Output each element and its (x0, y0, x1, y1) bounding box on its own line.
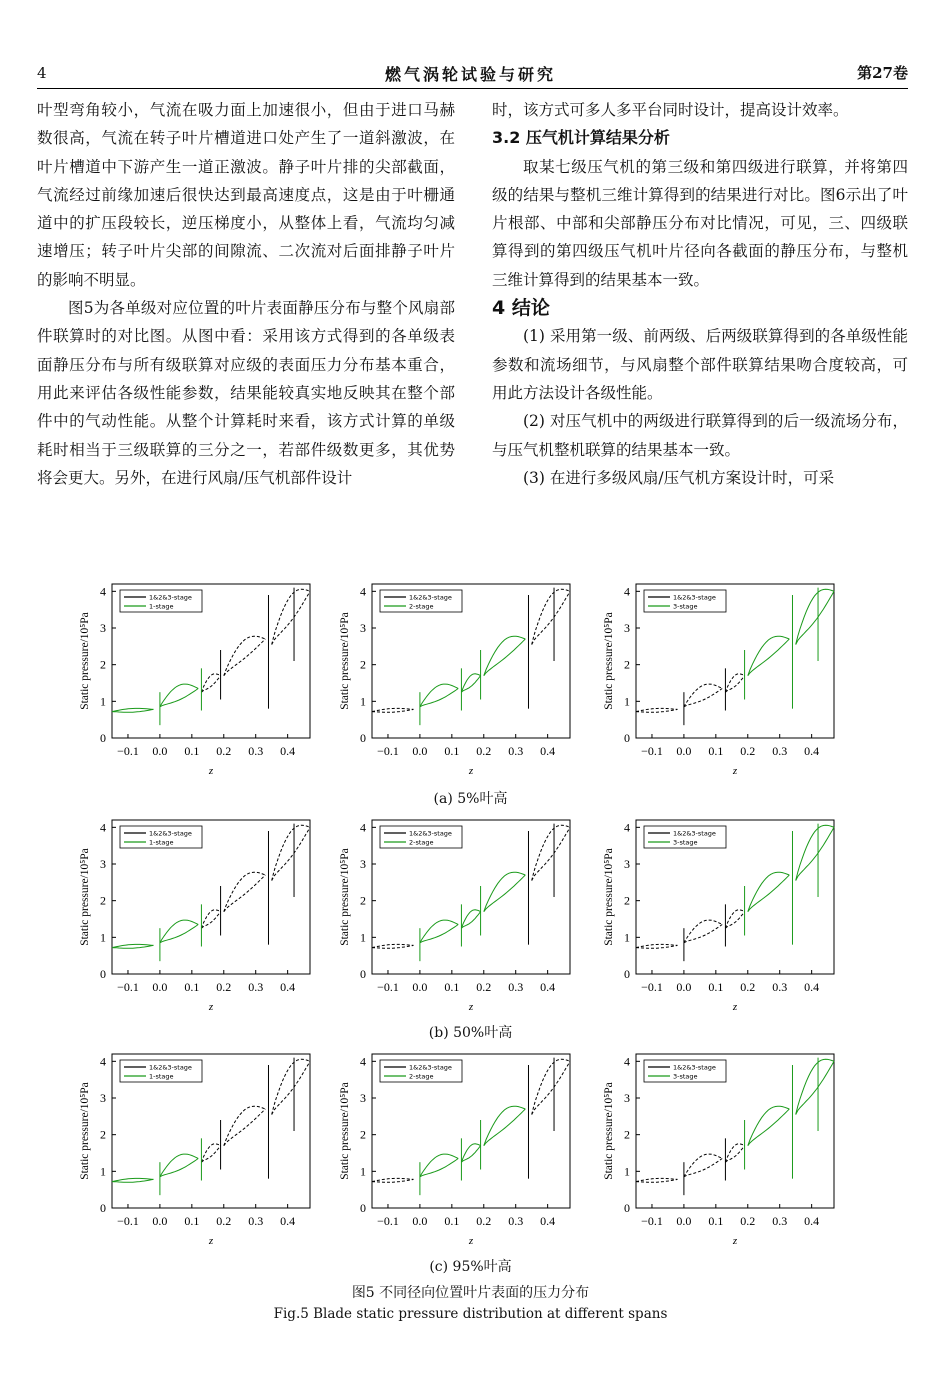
y-tick-label: 2 (624, 893, 630, 908)
x-axis-label: z (468, 765, 474, 777)
y-axis-label: Static pressure/10⁵Pa (79, 1082, 91, 1180)
legend-label: 2-stage (409, 838, 434, 847)
figure-caption-en: Fig.5 Blade static pressure distribution at different spans (273, 1306, 668, 1322)
x-tick-label: 0.4 (280, 980, 296, 994)
y-tick-label: 0 (624, 1201, 630, 1215)
series-single-stage-line (796, 1061, 834, 1114)
x-tick-label: 0.4 (540, 980, 556, 994)
x-tick-label: 0.1 (184, 1214, 200, 1228)
x-tick-label: 0.2 (216, 980, 232, 994)
x-axis-label: z (732, 1235, 738, 1247)
y-tick-label: 1 (624, 930, 630, 945)
x-tick-label: 0.4 (540, 744, 556, 758)
y-tick-label: 3 (624, 857, 630, 871)
x-tick-label: −0.1 (377, 1214, 399, 1228)
series-single-stage-line (461, 912, 480, 929)
y-tick-label: 2 (100, 657, 106, 672)
series-single-stage-line (420, 1154, 458, 1177)
y-tick-label: 3 (100, 621, 106, 635)
legend-label: 1-stage (149, 602, 174, 611)
x-axis-label: z (208, 1001, 214, 1013)
legend-label: 1&2&3-stage (409, 1063, 452, 1072)
volume-label: 第27卷 (857, 64, 908, 82)
x-tick-label: 0.1 (444, 980, 460, 994)
chart-panel-wrapper (596, 1048, 866, 1258)
y-tick-label: 3 (100, 857, 106, 871)
conclusion-2: (2) 对压气机中的两级进行联算得到的后一级流场分布，与压气机整机联算的结果基本一致。 (492, 412, 908, 459)
x-tick-label: 0.0 (676, 744, 692, 758)
y-tick-label: 0 (360, 1201, 366, 1215)
x-tick-label: 0.2 (476, 980, 492, 994)
y-tick-label: 3 (624, 1091, 630, 1105)
left-paragraph-2: 图5为各单级对应位置的叶片表面静压分布与整个风扇部件联算时的对比图。从图中看：采用该方式得到的各单级表面静压分布与所有级联算对应级的表面压力分布基本重合，用此来评估各级性能参数，结果能较真实地反映其在整个部件中的气动性能。从整个计算耗时来看，该方式计算的单级耗时相当于三级联算的三分之一，若部件级数更多，其优势将会更大。另外，在进行风扇/压气机部件设计 (37, 299, 455, 487)
y-tick-label: 0 (360, 731, 366, 745)
x-tick-label: 0.3 (772, 744, 788, 758)
series-single-stage-line (748, 639, 790, 676)
x-tick-label: −0.1 (641, 744, 663, 758)
x-tick-label: 0.4 (280, 1214, 296, 1228)
y-tick-label: 4 (100, 820, 106, 835)
legend-label: 3-stage (673, 602, 698, 611)
legend-label: 1&2&3-stage (673, 593, 716, 602)
left-paragraph-1: 叶型弯角较小，气流在吸力面上加速很小，但由于进口马赫数很高，气流在转子叶片槽道进口处产生了一道斜激波，在叶片槽道中下游产生一道正激波。静子叶片排的尖部截面，气流经过前缘加速后很快达到最高速度点，这是由于叶栅通道中的扩压段较长，逆压梯度小，从整体上看，气流均匀减速增压；转子叶片尖部的间隙流、二次流对后面排静子叶片的影响不明显。 (37, 101, 455, 289)
x-tick-label: 0.0 (152, 980, 168, 994)
y-tick-label: 2 (624, 1127, 630, 1142)
series-single-stage-line (420, 920, 458, 943)
x-tick-label: 0.1 (444, 744, 460, 758)
x-tick-label: 0.2 (476, 1214, 492, 1228)
x-tick-label: −0.1 (641, 1214, 663, 1228)
x-tick-label: 0.0 (676, 980, 692, 994)
x-tick-label: 0.4 (804, 1214, 820, 1228)
chart-panel (332, 1048, 602, 1258)
chart-panel-wrapper (596, 578, 866, 788)
x-tick-label: −0.1 (377, 744, 399, 758)
x-tick-label: −0.1 (641, 980, 663, 994)
conclusion-1: (1) 采用第一级、前两级、后两级联算得到的各单级性能参数和流场细节，与风扇整个部件联算结果吻合度较高，可用此方法设计各级性能。 (492, 327, 908, 402)
x-tick-label: 0.3 (248, 1214, 264, 1228)
x-tick-label: 0.3 (508, 744, 524, 758)
series-single-stage-line (484, 639, 526, 676)
series-multi-stage-line (725, 912, 744, 929)
row-caption-c: (c) 95%叶高 (429, 1259, 512, 1275)
x-tick-label: 0.1 (708, 980, 724, 994)
chart-panel (72, 814, 342, 1024)
x-tick-label: 0.3 (248, 980, 264, 994)
chart-panel (332, 578, 602, 788)
conclusion-3: (3) 在进行多级风扇/压气机方案设计时，可采 (523, 468, 835, 487)
x-tick-label: 0.1 (708, 744, 724, 758)
series-single-stage-line (461, 1146, 480, 1163)
section-heading-4: 4 结论 (492, 297, 550, 320)
y-tick-label: 4 (100, 584, 106, 599)
legend-label: 2-stage (409, 1072, 434, 1081)
row-caption-a: (a) 5%叶高 (433, 791, 508, 807)
series-single-stage-line (461, 1144, 480, 1162)
y-axis-label: Static pressure/10⁵Pa (339, 1082, 351, 1180)
y-tick-label: 3 (100, 1091, 106, 1105)
y-tick-label: 1 (360, 694, 366, 709)
series-multi-stage-line (201, 674, 220, 692)
series-single-stage-line (461, 674, 480, 692)
x-tick-label: 0.1 (184, 744, 200, 758)
x-axis-label: z (468, 1235, 474, 1247)
x-tick-label: 0.4 (540, 1214, 556, 1228)
x-axis-label: z (208, 765, 214, 777)
y-tick-label: 4 (360, 1054, 366, 1069)
legend-label: 3-stage (673, 1072, 698, 1081)
chart-panel (72, 578, 342, 788)
right-column (492, 96, 908, 492)
series-multi-stage-line (224, 639, 265, 676)
y-tick-label: 0 (624, 967, 630, 981)
x-tick-label: 0.1 (708, 1214, 724, 1228)
chart-panel (72, 1048, 342, 1258)
x-tick-label: 0.0 (412, 1214, 428, 1228)
series-multi-stage-line (201, 910, 220, 928)
y-tick-label: 4 (624, 584, 630, 599)
chart-panel-wrapper (596, 814, 866, 1024)
legend-label: 1&2&3-stage (149, 1063, 192, 1072)
series-multi-stage-line (532, 591, 570, 644)
y-tick-label: 2 (100, 893, 106, 908)
x-tick-label: 0.1 (444, 1214, 460, 1228)
y-tick-label: 4 (100, 1054, 106, 1069)
figure-caption-cn: 图5 不同径向位置叶片表面的压力分布 (351, 1285, 590, 1301)
series-single-stage-line (484, 1109, 526, 1146)
series-single-stage-line (796, 591, 834, 644)
y-tick-label: 4 (624, 820, 630, 835)
x-tick-label: 0.0 (412, 744, 428, 758)
header-rule (37, 88, 908, 89)
right-paragraph-1: 时，该方式可多人多平台同时设计，提高设计效率。 (492, 101, 849, 119)
section-heading-3-2: 3.2 压气机计算结果分析 (492, 128, 670, 148)
chart-panel (332, 814, 602, 1024)
legend-label: 1&2&3-stage (673, 1063, 716, 1072)
legend-label: 1&2&3-stage (409, 829, 452, 838)
series-multi-stage-line (272, 1061, 310, 1114)
series-multi-stage-line (532, 1061, 570, 1114)
y-tick-label: 1 (100, 930, 106, 945)
y-tick-label: 4 (624, 1054, 630, 1069)
y-axis-label: Static pressure/10⁵Pa (79, 848, 91, 946)
series-single-stage-line (461, 910, 480, 928)
y-tick-label: 2 (360, 893, 366, 908)
series-single-stage-line (484, 875, 526, 912)
series-multi-stage-line (201, 676, 220, 693)
series-single-stage-line (748, 875, 790, 912)
series-multi-stage-line (272, 591, 310, 644)
y-axis-label: Static pressure/10⁵Pa (603, 1082, 615, 1180)
x-tick-label: 0.3 (248, 744, 264, 758)
series-multi-stage-line (224, 636, 265, 676)
x-tick-label: 0.2 (740, 744, 756, 758)
x-tick-label: 0.2 (740, 980, 756, 994)
legend-label: 1&2&3-stage (673, 829, 716, 838)
y-tick-label: 1 (624, 694, 630, 709)
y-tick-label: 0 (360, 967, 366, 981)
series-multi-stage-line (272, 827, 310, 880)
series-multi-stage-line (725, 1146, 744, 1163)
right-paragraph-2: 取某七级压气机的第三级和第四级进行联算，并将第四级的结果与整机三维计算得到的结果进行对比。图6示出了叶片根部、中部和尖部静压分布对比情况，可见，三、四级联算得到的第四级压气机叶片径向各截面的静压分布，与整机三维计算得到的结果基本一致。 (492, 157, 908, 289)
x-tick-label: −0.1 (117, 744, 139, 758)
y-tick-label: 3 (360, 857, 366, 871)
x-tick-label: 0.2 (476, 744, 492, 758)
x-tick-label: 0.2 (740, 1214, 756, 1228)
y-tick-label: 4 (360, 820, 366, 835)
y-axis-label: Static pressure/10⁵Pa (79, 612, 91, 710)
chart-panel-wrapper (72, 814, 342, 1024)
y-tick-label: 3 (360, 1091, 366, 1105)
y-tick-label: 2 (360, 1127, 366, 1142)
x-tick-label: 0.0 (152, 744, 168, 758)
legend-label: 1&2&3-stage (409, 593, 452, 602)
x-tick-label: −0.1 (117, 980, 139, 994)
series-single-stage-line (160, 684, 198, 707)
x-tick-label: 0.4 (804, 980, 820, 994)
x-tick-label: 0.0 (412, 980, 428, 994)
x-tick-label: −0.1 (117, 1214, 139, 1228)
chart-panel-wrapper (72, 578, 342, 788)
legend-label: 2-stage (409, 602, 434, 611)
y-tick-label: 2 (624, 657, 630, 672)
y-tick-label: 0 (624, 731, 630, 745)
series-multi-stage-line (224, 875, 265, 912)
x-tick-label: 0.3 (508, 980, 524, 994)
x-tick-label: 0.2 (216, 744, 232, 758)
chart-panel-wrapper (72, 1048, 342, 1258)
x-tick-label: 0.4 (804, 744, 820, 758)
legend-label: 1&2&3-stage (149, 593, 192, 602)
journal-title: 燃气涡轮试验与研究 (384, 65, 556, 84)
chart-panel (596, 1048, 866, 1258)
y-tick-label: 0 (100, 967, 106, 981)
x-tick-label: 0.3 (772, 1214, 788, 1228)
chart-panel (596, 578, 866, 788)
series-single-stage-line (796, 827, 834, 880)
y-tick-label: 1 (360, 930, 366, 945)
series-multi-stage-line (224, 872, 265, 912)
series-multi-stage-line (725, 910, 744, 928)
y-tick-label: 1 (100, 1164, 106, 1179)
y-tick-label: 1 (360, 1164, 366, 1179)
series-multi-stage-line (725, 674, 744, 692)
legend-label: 1-stage (149, 1072, 174, 1081)
series-single-stage-line (748, 1109, 790, 1146)
series-multi-stage-line (532, 827, 570, 880)
chart-panel-wrapper (332, 578, 602, 788)
y-tick-label: 0 (100, 731, 106, 745)
row-caption-b: (b) 50%叶高 (428, 1025, 513, 1041)
chart-panel (596, 814, 866, 1024)
x-tick-label: 0.1 (184, 980, 200, 994)
left-column (37, 96, 455, 492)
series-single-stage-line (420, 684, 458, 707)
series-multi-stage-line (725, 1144, 744, 1162)
series-multi-stage-line (201, 1146, 220, 1163)
x-axis-label: z (468, 1001, 474, 1013)
y-tick-label: 1 (624, 1164, 630, 1179)
x-tick-label: 0.3 (508, 1214, 524, 1228)
y-tick-label: 3 (360, 621, 366, 635)
x-tick-label: 0.4 (280, 744, 296, 758)
y-axis-label: Static pressure/10⁵Pa (603, 848, 615, 946)
y-tick-label: 0 (100, 1201, 106, 1215)
series-multi-stage-line (725, 676, 744, 693)
y-tick-label: 1 (100, 694, 106, 709)
chart-panel-wrapper (332, 814, 602, 1024)
y-tick-label: 3 (624, 621, 630, 635)
series-multi-stage-line (224, 1109, 265, 1146)
y-axis-label: Static pressure/10⁵Pa (339, 612, 351, 710)
legend-label: 1-stage (149, 838, 174, 847)
series-single-stage-line (461, 676, 480, 693)
x-tick-label: 0.2 (216, 1214, 232, 1228)
legend-label: 1&2&3-stage (149, 829, 192, 838)
chart-panel-wrapper (332, 1048, 602, 1258)
series-multi-stage-line (684, 920, 722, 943)
series-multi-stage-line (201, 912, 220, 929)
y-tick-label: 2 (100, 1127, 106, 1142)
y-tick-label: 2 (360, 657, 366, 672)
y-axis-label: Static pressure/10⁵Pa (339, 848, 351, 946)
series-multi-stage-line (224, 1106, 265, 1146)
x-axis-label: z (208, 1235, 214, 1247)
y-tick-label: 4 (360, 584, 366, 599)
y-axis-label: Static pressure/10⁵Pa (603, 612, 615, 710)
series-single-stage-line (160, 1154, 198, 1177)
x-tick-label: 0.3 (772, 980, 788, 994)
x-tick-label: 0.0 (676, 1214, 692, 1228)
x-tick-label: −0.1 (377, 980, 399, 994)
x-axis-label: z (732, 1001, 738, 1013)
series-multi-stage-line (684, 684, 722, 707)
legend-label: 3-stage (673, 838, 698, 847)
series-multi-stage-line (201, 1144, 220, 1162)
series-multi-stage-line (684, 1154, 722, 1177)
page-number: 4 (37, 64, 47, 82)
series-single-stage-line (160, 920, 198, 943)
x-axis-label: z (732, 765, 738, 777)
x-tick-label: 0.0 (152, 1214, 168, 1228)
